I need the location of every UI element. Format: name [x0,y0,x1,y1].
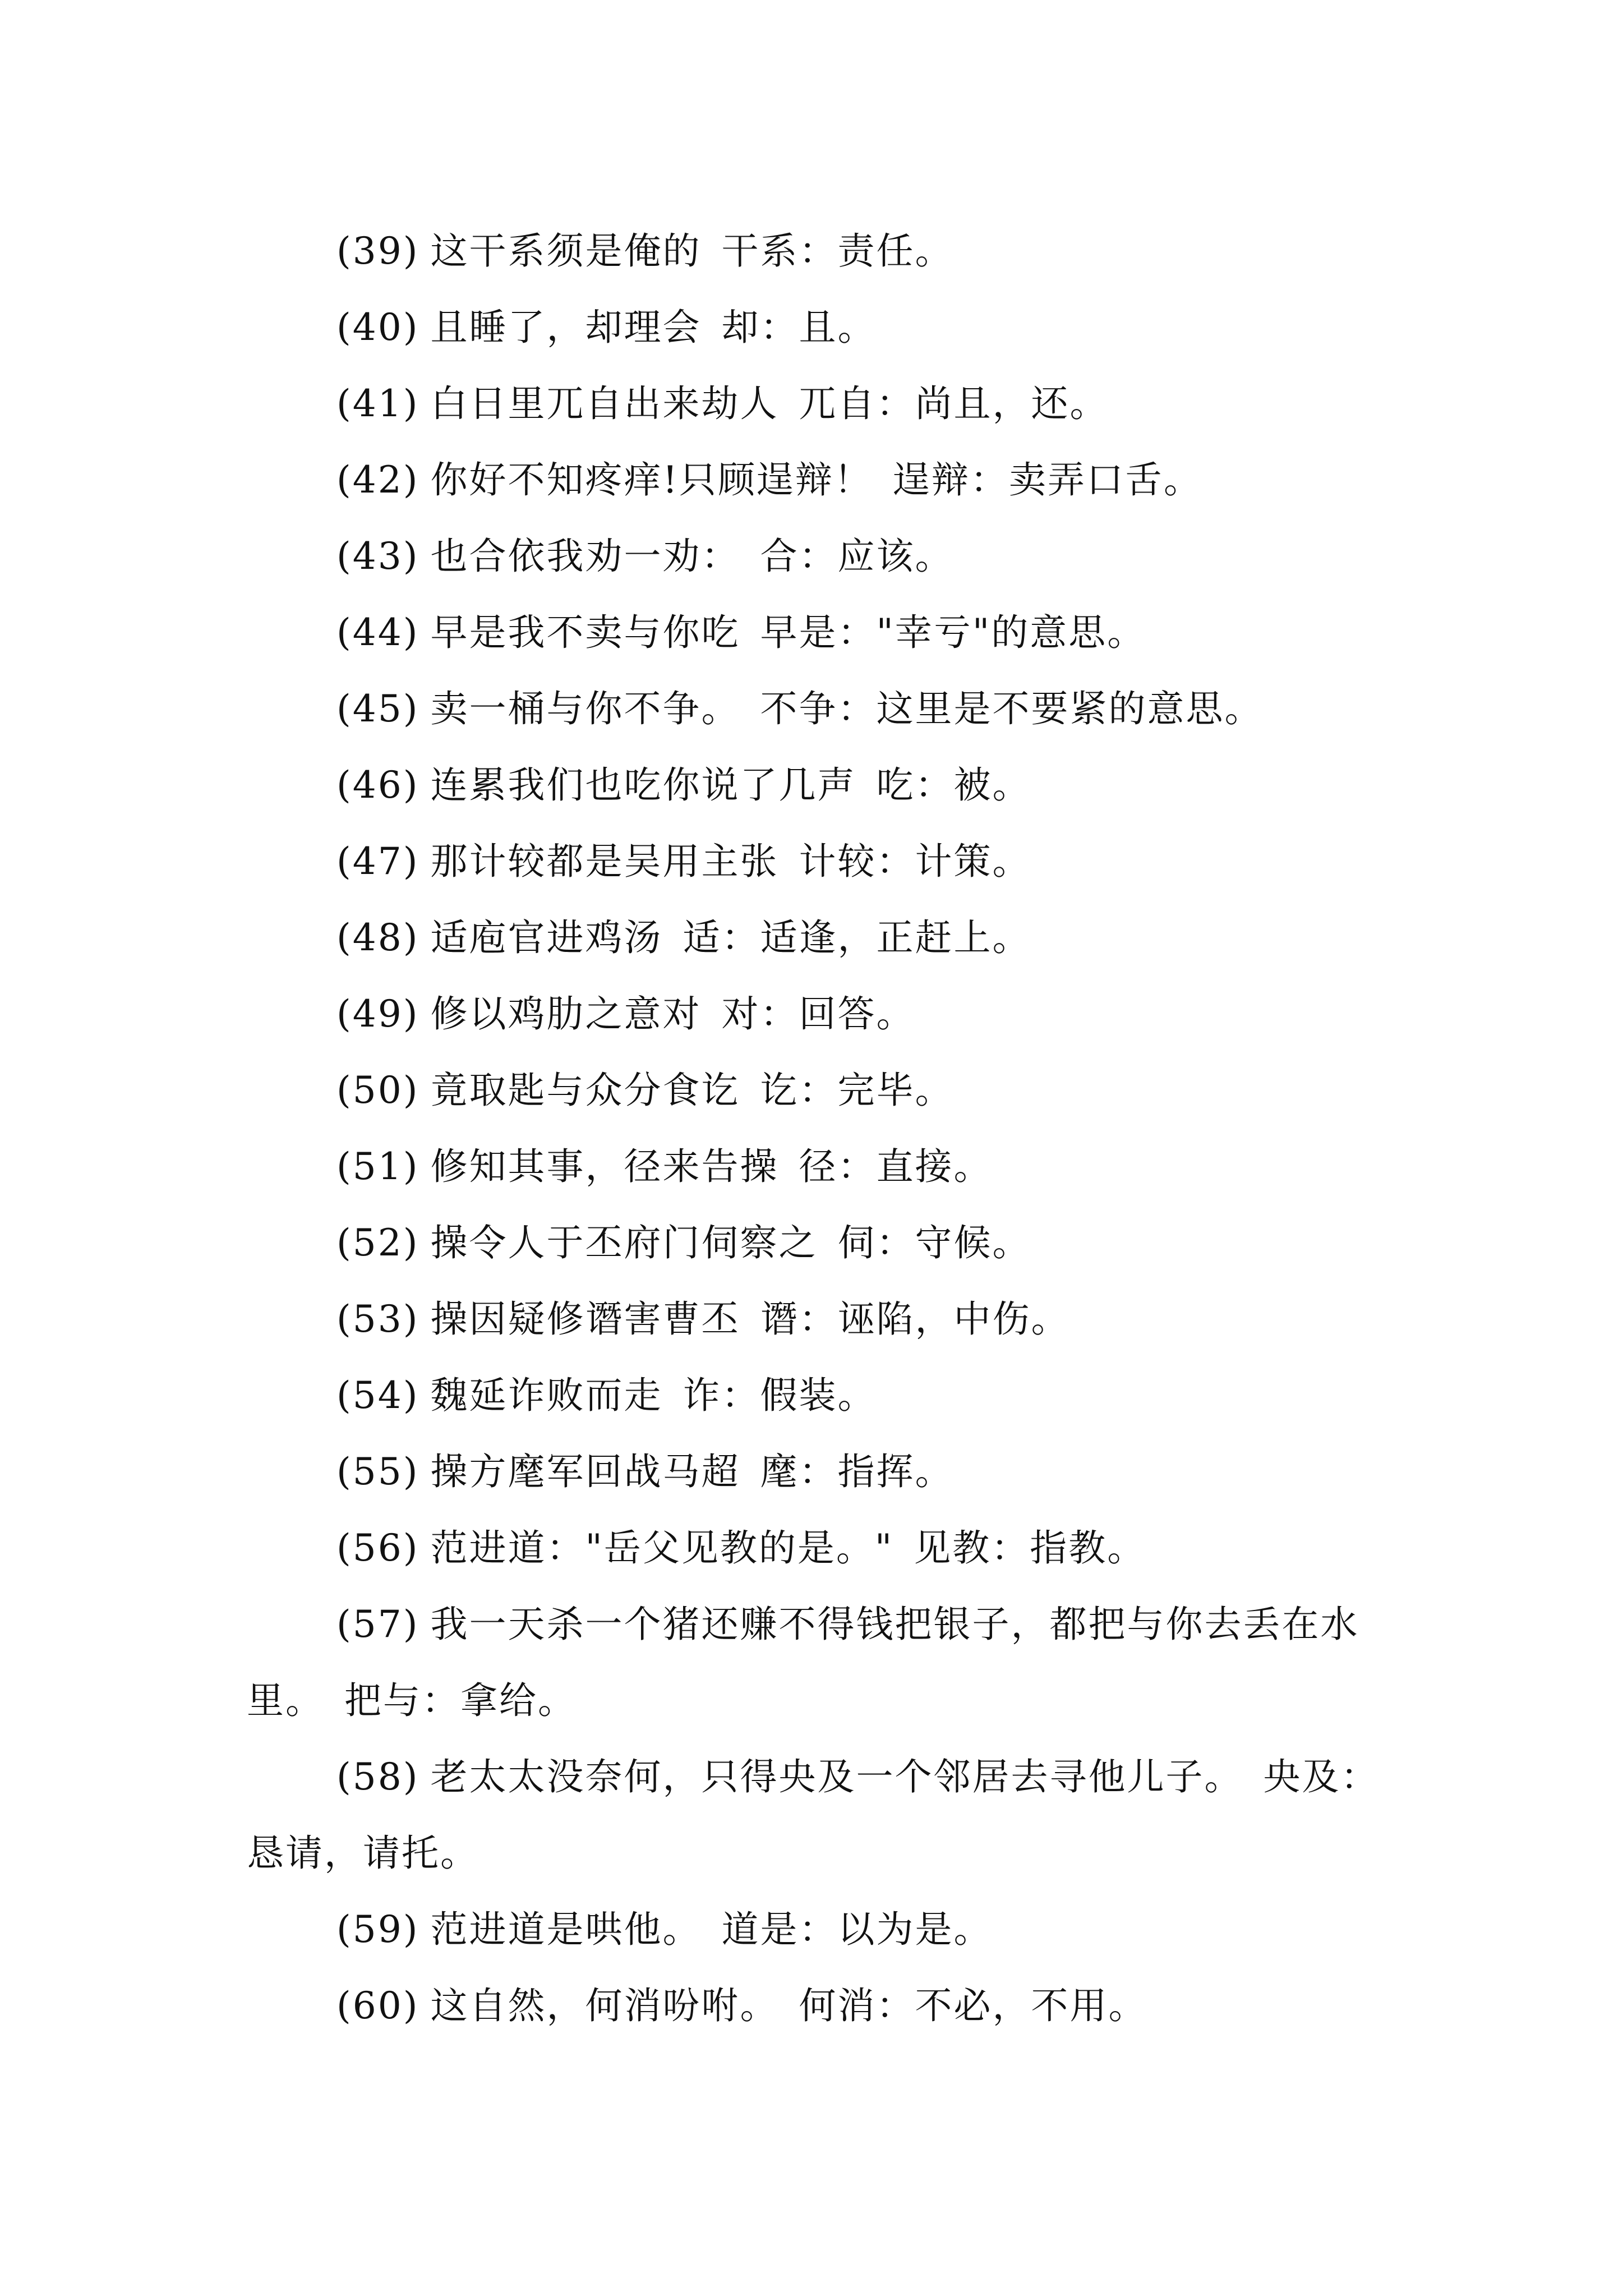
list-item: (41) 白日里兀自出来劫人 兀自：尚且，还。 [336,382,1109,425]
list-item: (57) 我一天杀一个猪还赚不得钱把银子，都把与你去丢在水里。 把与：拿给。 [247,1603,1359,1722]
list-item: (40) 且睡了，却理会 却：且。 [336,306,877,349]
list-item: (51) 修知其事，径来告操 径：直接。 [336,1145,993,1188]
list-item: (59) 范进道是哄他。 道是：以为是。 [336,1908,993,1951]
list-item: (55) 操方麾军回战马超 麾：指挥。 [336,1450,954,1493]
list-item: (56) 范进道："岳父见教的是。" 见教：指教。 [336,1526,1146,1570]
list-item: (60) 这自然，何消吩咐。 何消：不必，不用。 [336,1984,1147,2027]
list-item: (52) 操令人于丕府门伺察之 伺：守候。 [336,1221,1031,1264]
list-item: (43) 也合依我劝一劝： 合：应该。 [336,535,954,578]
list-item: (42) 你好不知疼痒!只顾逞辩！ 逞辩：卖弄口舌。 [336,458,1203,501]
list-item: (53) 操因疑修谮害曹丕 谮：诬陷，中伤。 [336,1297,1070,1341]
list-item: (58) 老太太没奈何，只得央及一个邻居去寻他儿子。 央及：恳请，请托。 [247,1755,1380,1875]
list-item: (46) 连累我们也吃你说了几声 吃：被。 [336,763,1031,807]
gloss-list [247,213,1402,2044]
list-item: (50) 竟取匙与众分食讫 讫：完毕。 [336,1069,954,1112]
list-item: (49) 修以鸡肋之意对 对：回答。 [336,992,915,1036]
list-item: (54) 魏延诈败而走 诈：假装。 [336,1374,877,1417]
list-item: (44) 早是我不卖与你吃 早是："幸亏"的意思。 [336,611,1146,654]
list-item: (39) 这干系须是俺的 干系：责任。 [336,229,954,273]
list-item: (48) 适庖官进鸡汤 适：适逢，正赶上。 [336,916,1031,959]
list-item: (45) 卖一桶与你不争。 不争：这里是不要紧的意思。 [336,687,1264,730]
list-item: (47) 那计较都是吴用主张 计较：计策。 [336,840,1031,883]
